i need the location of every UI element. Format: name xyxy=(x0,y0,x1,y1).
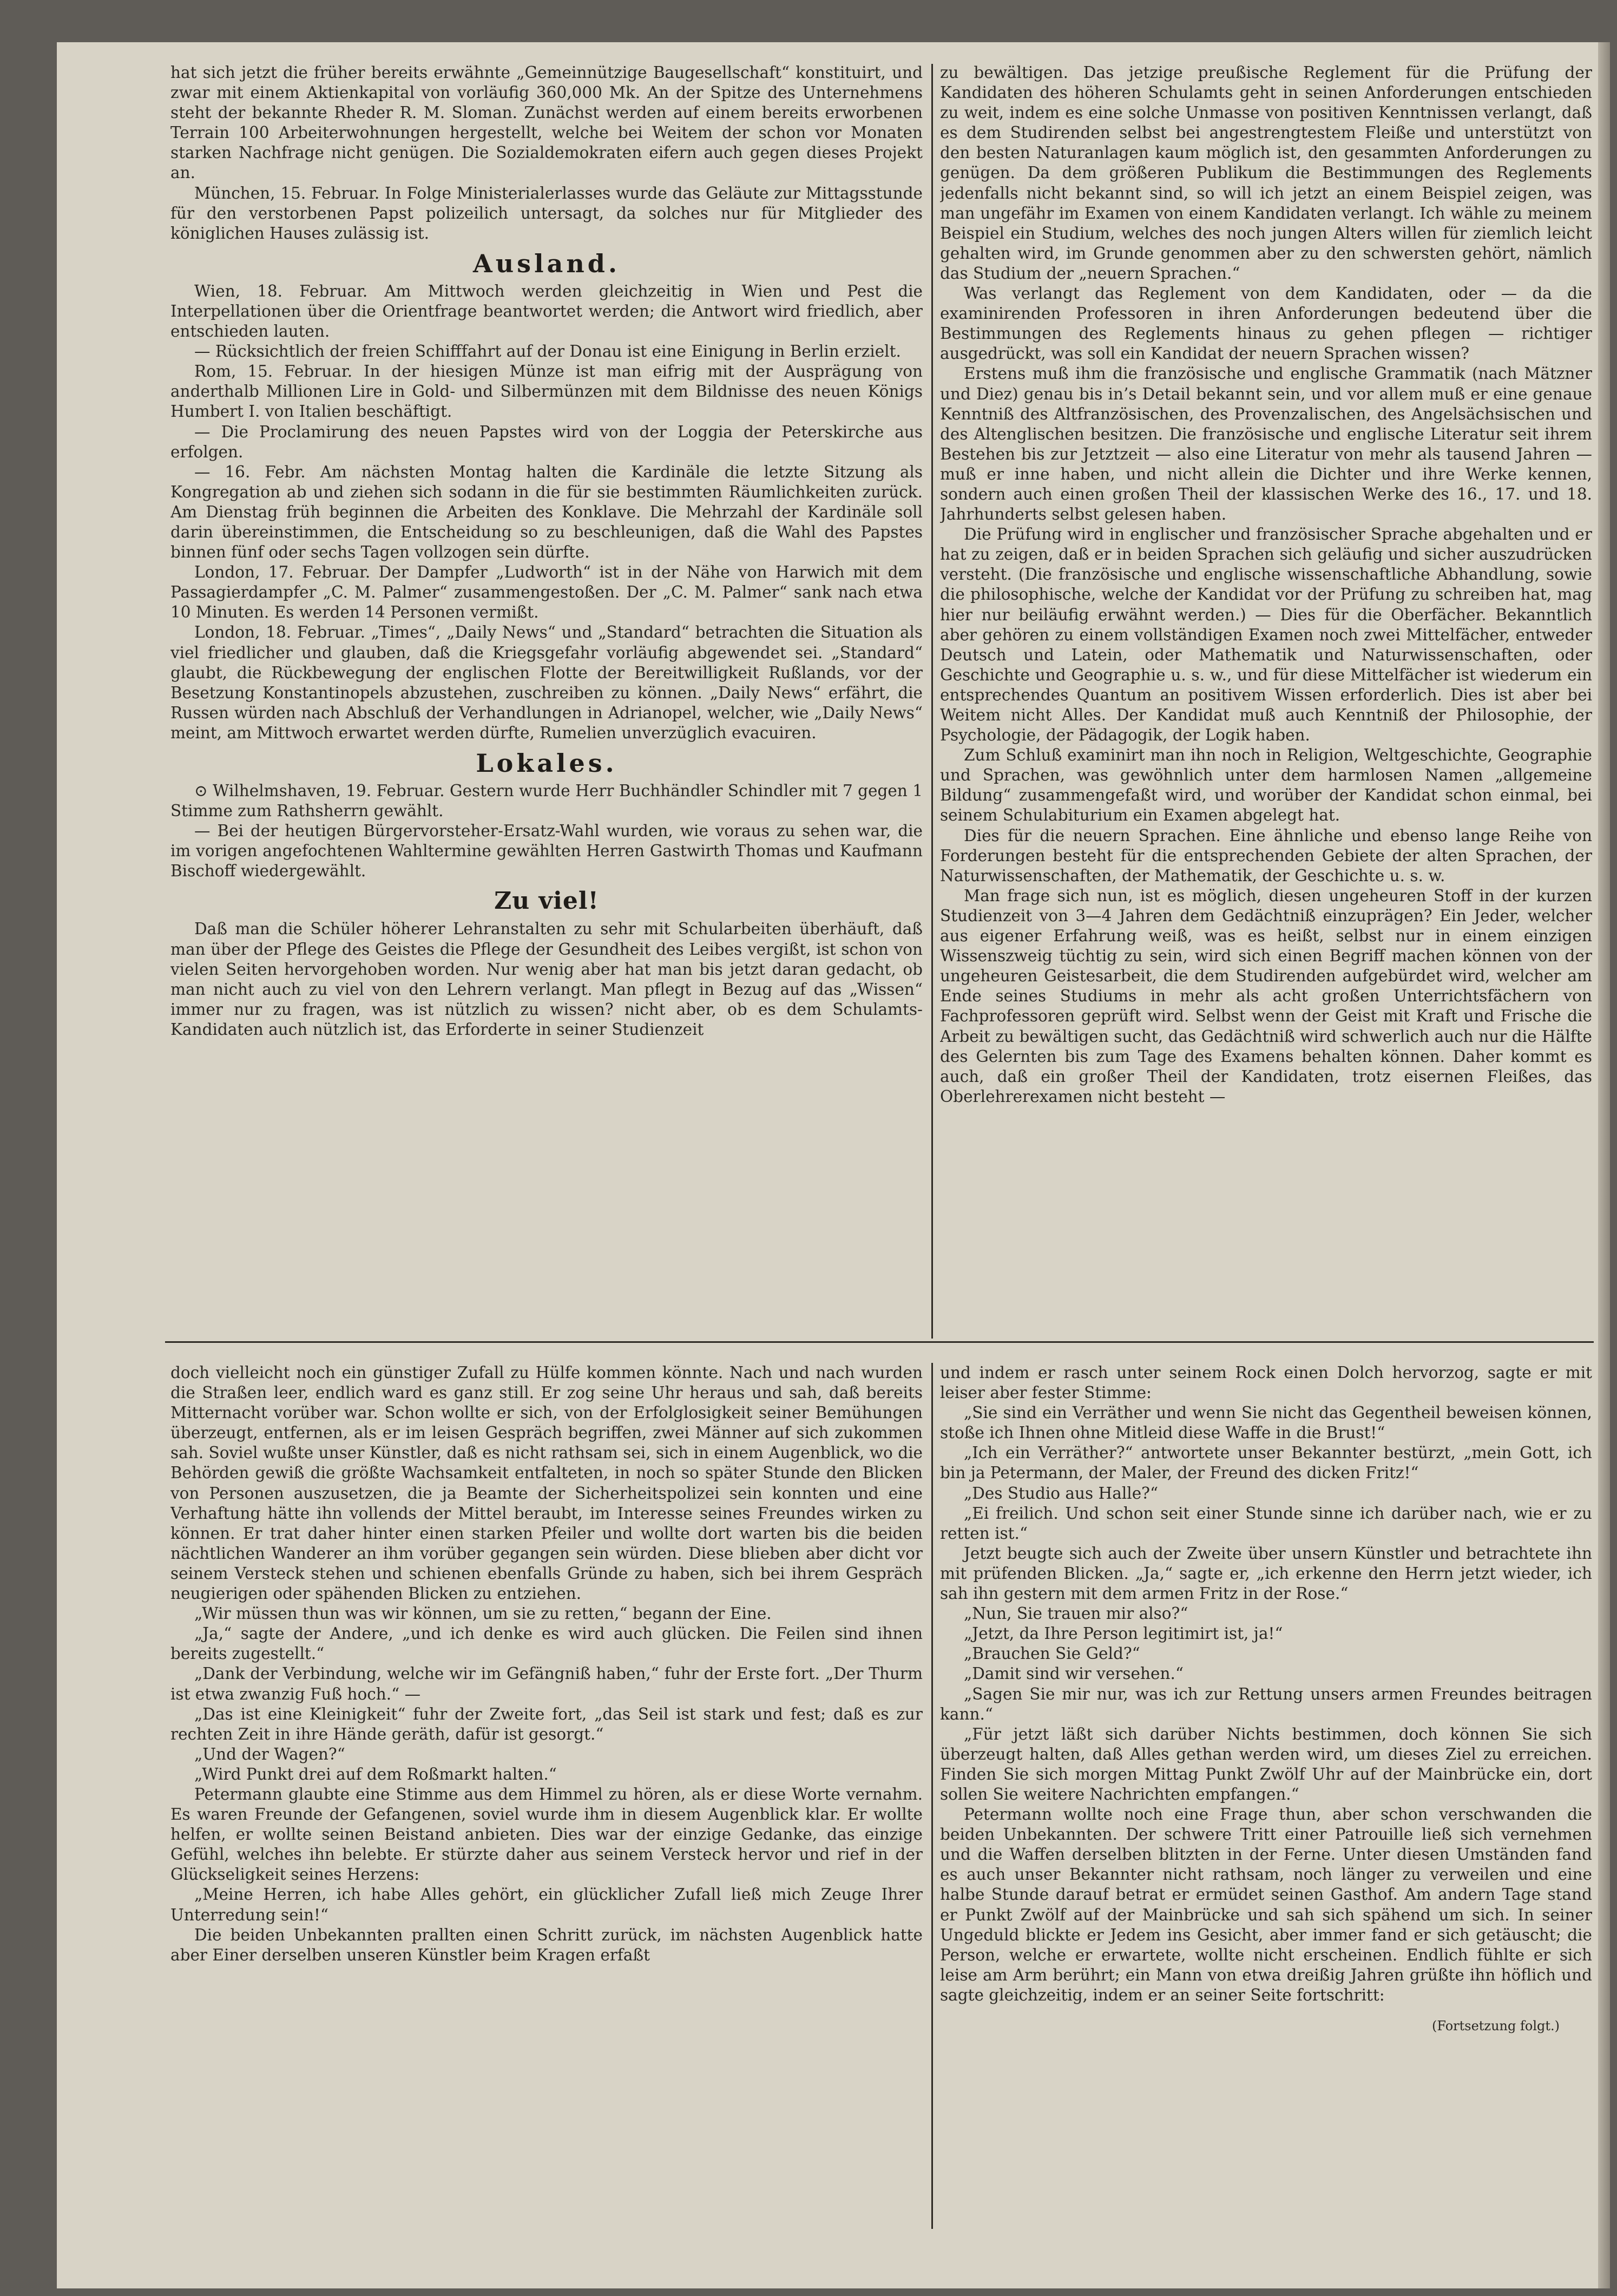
paragraph: „Meine Herren, ich habe Alles gehört, ein glücklicher Zufall ließ mich Zeuge Ihrer Unterredung sein!“ xyxy=(170,1885,923,1924)
paragraph: „Des Studio aus Halle?“ xyxy=(964,1484,1159,1503)
paragraph: ⊙ Wilhelmshaven, 19. Februar. Gestern wurde Herr Buchhändler Schindler mit 7 gegen 1 Stimme zum Rathsherrn gewählt. xyxy=(170,782,923,821)
newspaper-page xyxy=(57,42,1610,2288)
section-heading: Ausland. xyxy=(473,248,620,278)
paragraph: „Ei freilich. Und schon seit einer Stunde sinne ich darüber nach, wie er zu retten ist.“ xyxy=(940,1504,1592,1543)
paragraph: „Nun, Sie trauen mir also?“ xyxy=(964,1604,1188,1623)
paragraph: „Das ist eine Kleinigkeit“ fuhr der Zweite fort, „das Seil ist stark und fest; daß es zur rechten Zeit in ihre Hände geräth, dafür ist gesorgt.“ xyxy=(170,1704,923,1743)
paragraph: Rom, 15. Februar. In der hiesigen Münze ist man eifrig mit der Ausprägung von anderthalb Millionen Lire in Gold- und Silbermünzen mit dem Bildnisse des neuen Königs Humbert I. von Italien beschäftigt. xyxy=(170,362,923,421)
page-edge-shadow xyxy=(1598,42,1610,2288)
paragraph: Man frage sich nun, ist es möglich, diesen ungeheuren Stoff in der kurzen Studienzeit von 3—4 Jahren dem Gedächtniß einzuprägen? Ein Jeder, welcher aus eigener Erfahrung weiß, was es heißt, selbst nur in einem einzigen Wissenszweig tüchtig zu sein, wird sich einen Begriff machen können von der ungeheuren Geistesarbeit, die dem Studirenden aufgebürdet wird, welcher am Ende seines Studiums in mehr als acht großen Unterrichtsfächern von Fachprofessoren geprüft wird. Selbst wenn der Geist mit Kraft und Frische die Arbeit zu bewältigen sucht, das Gedächtniß wird schwerlich auch nur die Hälfte des Gelernten bis zum Tage des Examens behalten können. Daher kommt es auch, daß ein großer Theil der Kandidaten, trotz eisernen Fleißes, das Oberlehrerexamen nicht besteht — xyxy=(940,886,1592,1106)
paragraph: doch vielleicht noch ein günstiger Zufall zu Hülfe kommen könnte. Nach und nach wurden die Straßen leer, endlich ward es ganz still. Er zog seine Uhr heraus und sah, daß bereits Mitternacht vorüber war. Schon wollte er sich, von der Erfolglosigkeit seiner Bemühungen überzeugt, entfernen, als er im leisen Gespräch begriffen, zwei Männer auf sich zukommen sah. Soviel wußte unser Künstler, daß es nicht rathsam sei, sich in einem Augenblick, wo die Behörden gewiß die größte Wachsamkeit entfalteten, in noch so später Stunde den Blicken von Personen auszusetzen, die ja Beamte der Sicherheitspolizei sein konnten und eine Verhaftung hätte ihn vollends der Mittel beraubt, im Interesse seines Freundes wirken zu können. Er trat daher hinter einen starken Pfeiler und wollte dort warten bis die beiden nächtlichen Wanderer an ihm vorüber gegangen sein würden. Diese blieben aber dicht vor seinem Versteck stehen und schienen ebenfalls Gründe zu haben, sich bei ihrem Gespräch neugierigen oder spähenden Blicken zu entziehen. xyxy=(170,1363,923,1603)
paragraph: — Die Proclamirung des neuen Papstes wird von der Loggia der Peterskirche aus erfolgen. xyxy=(170,422,923,461)
paragraph: Jetzt beugte sich auch der Zweite über unsern Künstler und betrachtete ihn mit prüfenden Blicken. „Ja,“ sagte er, „ich erkenne den Herrn jetzt wieder, ich sah ihn gestern mit dem armen Fritz in der Rose.“ xyxy=(940,1544,1592,1603)
paragraph: — Bei der heutigen Bürgervorsteher-Ersatz-Wahl wurden, wie voraus zu sehen war, die im vorigen angefochtenen Wahltermine gewählten Herren Gastwirth Thomas und Kaufmann Bischoff wiedergewählt. xyxy=(170,822,923,881)
paragraph: Daß man die Schüler höherer Lehranstalten zu sehr mit Schularbeiten überhäuft, daß man über der Pflege des Geistes die Pflege der Gesundheit des Leibes vergißt, ist schon von vielen Seiten hervorgehoben worden. Nur wenig aber hat man bis jetzt daran gedacht, ob man nicht auch zu viel von den Lehrern verlangt. Man pflegt in Bezug auf das „Wissen“ immer nur zu fragen, was ist nützlich zu wissen? nicht aber, ob es dem Schulamts-Kandidaten auch nützlich ist, das Erforderte in seiner Studienzeit xyxy=(170,920,923,1039)
top-column-divider xyxy=(931,64,933,1339)
paragraph: hat sich jetzt die früher bereits erwähnte „Gemeinnützige Baugesellschaft“ konstituirt, und zwar mit einem Aktienkapital von vorläufig 360,000 Mk. An der Spitze des Unternehmens steht der bekannte Rheder R. M. Sloman. Zunächst werden auf einem bereits erworbenen Terrain 100 Arbeiterwohnungen hergestellt, welche bei Weitem der schon vor Monaten starken Nachfrage nicht genügen. Die Sozialdemokraten eifern auch gegen dieses Projekt an. xyxy=(170,63,923,182)
paragraph: Petermann glaubte eine Stimme aus dem Himmel zu hören, als er diese Worte vernahm. Es waren Freunde der Gefangenen, soviel wurde ihm in diesem Augenblick klar. Er wollte helfen, er wollte seinen Beistand anbieten. Dies war der einzige Gedanke, das einzige Gefühl, welches ihn belebte. Er stürzte daher aus seinem Versteck hervor und rief in der Glückseligkeit seines Herzens: xyxy=(170,1785,923,1884)
paragraph: Was verlangt das Reglement von dem Kandidaten, oder — da die examinirenden Professoren in ihren Anforderungen bedeutend über die Bestimmungen des Reglements hinaus zu gehen pflegen — richtiger ausgedrückt, was soll ein Kandidat der neuern Sprachen wissen? xyxy=(940,284,1592,363)
paragraph: „Damit sind wir versehen.“ xyxy=(964,1664,1184,1683)
paragraph: und indem er rasch unter seinem Rock einen Dolch hervorzog, sagte er mit leiser aber fester Stimme: xyxy=(940,1363,1592,1402)
paragraph: Petermann wollte noch eine Frage thun, aber schon verschwanden die beiden Unbekannten. Der schwere Tritt einer Patrouille ließ sich vernehmen und die Waffen derselben blitzten in der Ferne. Unter diesen Umständen fand es auch unser Bekannter nicht rathsam, noch länger zu verweilen und eine halbe Stunde darauf betrat er ermüdet seinen Gasthof. Am andern Tage stand er Punkt Zwölf auf der Mainbrücke und sah sich spähend um sich. In seiner Ungeduld blickte er Jedem ins Gesicht, aber immer fand er sich getäuscht; die Person, welche er erwartete, wollte nicht erscheinen. Endlich fühlte er sich leise am Arm berührt; ein Mann von etwa dreißig Jahren grüßte ihn höflich und sagte gleichzeitig, indem er an seiner Seite fortschritt: xyxy=(940,1805,1592,2004)
top-right-column xyxy=(940,63,1592,1324)
paragraph: Dies für die neuern Sprachen. Eine ähnliche und ebenso lange Reihe von Forderungen besteht für die entsprechenden Gebiete der alten Sprachen, der Naturwissenschaften, der Mathematik, der Geschichte u. s. w. xyxy=(940,826,1592,885)
paragraph: Die Prüfung wird in englischer und französischer Sprache abgehalten und er hat zu zeigen, daß er in beiden Sprachen sich geläufig und sicher auszudrücken versteht. (Die französische und englische wissenschaftliche Abhandlung, sowie die philosophische, welche der Kandidat vor der Prüfung zu schreiben hat, mag hier nur beiläufig erwähnt werden.) — Dies für die Oberfächer. Bekanntlich aber gehören zu einem vollständigen Examen noch zwei Mittelfächer, entweder Deutsch und Latein, oder Mathematik und Naturwissenschaften, oder Geschichte und Geographie u. s. w., und für diese Mittelfächer ist wiederum ein entsprechendes Quantum an positivem Wissen erforderlich. Dies ist aber bei Weitem nicht Alles. Der Kandidat muß auch Kenntniß der Philosophie, der Psychologie, der Pädagogik, der Logik haben. xyxy=(940,525,1592,745)
paragraph: „Brauchen Sie Geld?“ xyxy=(964,1644,1140,1663)
continuation-note: (Fortsetzung folgt.) xyxy=(1432,2018,1560,2033)
paragraph: „Wird Punkt drei auf dem Roßmarkt halten.“ xyxy=(194,1764,557,1783)
paragraph: Erstens muß ihm die französische und englische Grammatik (nach Mätzner und Diez) genau bis in’s Detail bekannt sein, und vor allem muß er eine genaue Kenntniß des Altfranzösischen, des Provenzalischen, des Angelsächsischen und des Altenglischen besitzen. Die französische und englische Literatur seit ihrem Bestehen bis zur Jetztzeit — also eine Literatur von mehr als tausend Jahren — muß er inne haben, und nicht allein die Dichter und ihre Werke kennen, sondern auch einen großen Theil der klassischen Werke des 16., 17. und 18. Jahrhunderts selbst gelesen haben. xyxy=(940,364,1592,524)
paragraph: „Sie sind ein Verräther und wenn Sie nicht das Gegentheil beweisen können, stoße ich Ihnen ohne Mitleid diese Waffe in die Brust!“ xyxy=(940,1403,1592,1442)
paragraph: „Dank der Verbindung, welche wir im Gefängniß haben,“ fuhr der Erste fort. „Der Thurm ist etwa zwanzig Fuß hoch.“ — xyxy=(170,1664,923,1703)
paragraph: „Ich ein Verräther?“ antwortete unser Bekannter bestürzt, „mein Gott, ich bin ja Petermann, der Maler, der Freund des dicken Fritz!“ xyxy=(940,1444,1592,1482)
paragraph: Zum Schluß examinirt man ihn noch in Religion, Weltgeschichte, Geographie und Sprachen, was gewöhnlich unter dem harmlosen Namen „allgemeine Bildung“ zusammengefaßt wird, und worüber der Kandidat schon einmal, bei seinem Schulabiturium ein Examen abgelegt hat. xyxy=(940,746,1592,825)
section-divider xyxy=(165,1341,1594,1343)
paragraph: „Für jetzt läßt sich darüber Nichts bestimmen, doch können Sie sich überzeugt halten, daß Alles gethan werden wird, um dieses Ziel zu erreichen. Finden Sie sich morgen Mittag Punkt Zwölf Uhr auf der Mainbrücke ein, dort sollen Sie weitere Nachrichten empfangen.“ xyxy=(940,1724,1592,1803)
paragraph: „Und der Wagen?“ xyxy=(194,1744,345,1763)
paragraph: London, 17. Februar. Der Dampfer „Ludworth“ ist in der Nähe von Harwich mit dem Passagierdampfer „C. M. Palmer“ zusammengestoßen. Der „C. M. Palmer“ sank nach etwa 10 Minuten. Es werden 14 Personen vermißt. xyxy=(170,563,923,622)
paragraph: — 16. Febr. Am nächsten Montag halten die Kardinäle die letzte Sitzung als Kongregation ab und ziehen sich sodann in die für sie bestimmten Räumlichkeiten zurück. Am Dienstag früh beginnen die Arbeiten des Konklave. Die Mehrzahl der Kardinäle soll darin übereinstimmen, die Entscheidung so zu beschleunigen, daß die Wahl des Papstes binnen fünf oder sechs Tagen vollzogen sein dürfte. xyxy=(170,462,923,562)
paragraph: „Jetzt, da Ihre Person legitimirt ist, ja!“ xyxy=(964,1624,1283,1643)
bottom-right-column xyxy=(940,1363,1592,2240)
bottom-left-column xyxy=(170,1363,923,2240)
paragraph: Wien, 18. Februar. Am Mittwoch werden gleichzeitig in Wien und Pest die Interpellationen über die Orientfrage beantwortet werden; die Antwort wird friedlich, aber entschieden lauten. xyxy=(170,281,923,341)
paragraph: Die beiden Unbekannten prallten einen Schritt zurück, im nächsten Augenblick hatte aber Einer derselben unseren Künstler beim Kragen erfaßt xyxy=(170,1925,923,1964)
paragraph: München, 15. Februar. In Folge Ministerialerlasses wurde das Geläute zur Mittagsstunde für den verstorbenen Papst polizeilich untersagt, da solches nur für Mitglieder des königlichen Hauses zulässig ist. xyxy=(170,183,923,242)
paragraph: London, 18. Februar. „Times“, „Daily News“ und „Standard“ betrachten die Situation als viel friedlicher und glauben, daß die Kriegsgefahr vorläufig abgewendet sei. „Standard“ glaubt, die Rückbewegung der englischen Flotte der Bereitwilligkeit Rußlands, vor der Besetzung Konstantinopels abzustehen, zuschreiben zu können. „Daily News“ erfährt, die Russen würden nach Abschluß der Verhandlungen in Adrianopel, welcher, wie „Daily News“ meint, am Mittwoch erwartet werden dürfte, Rumelien unverzüglich evacuiren. xyxy=(170,623,923,742)
bottom-column-divider xyxy=(931,1363,933,2229)
paragraph: zu bewältigen. Das jetzige preußische Reglement für die Prüfung der Kandidaten des höheren Schulamts geht in seinen Anforderungen entschieden zu weit, indem es eine solche Unmasse von positiven Kenntnissen verlangt, daß es dem Studirenden selbst bei angestrengtestem Fleiße und unterstützt von den besten Naturanlagen kaum möglich ist, den gesammten Anforderungen zu genügen. Da dem größeren Publikum die Bestimmungen des Reglements jedenfalls nicht bekannt sind, so will ich jetzt an einem Beispiel zeigen, was man ungefähr im Examen von einem Kandidaten verlangt. Ich wähle zu meinem Beispiel ein Studium, welches des noch jungen Alters willen für ziemlich leicht gehalten wird, im Grunde genommen aber zu den schwersten gehört, nämlich das Studium der „neuern Sprachen.“ xyxy=(940,63,1592,283)
paragraph: — Rücksichtlich der freien Schifffahrt auf der Donau ist eine Einigung in Berlin erzielt. xyxy=(194,342,901,361)
section-heading: Zu viel! xyxy=(494,887,599,915)
paragraph: „Sagen Sie mir nur, was ich zur Rettung unsers armen Freundes beitragen kann.“ xyxy=(940,1684,1592,1723)
paragraph: „Wir müssen thun was wir können, um sie zu retten,“ begann der Eine. xyxy=(194,1604,772,1623)
paragraph: „Ja,“ sagte der Andere, „und ich denke es wird auch glücken. Die Feilen sind ihnen bereits zugestellt.“ xyxy=(170,1624,923,1663)
top-left-column xyxy=(170,63,923,1324)
section-heading: Lokales. xyxy=(476,749,617,778)
